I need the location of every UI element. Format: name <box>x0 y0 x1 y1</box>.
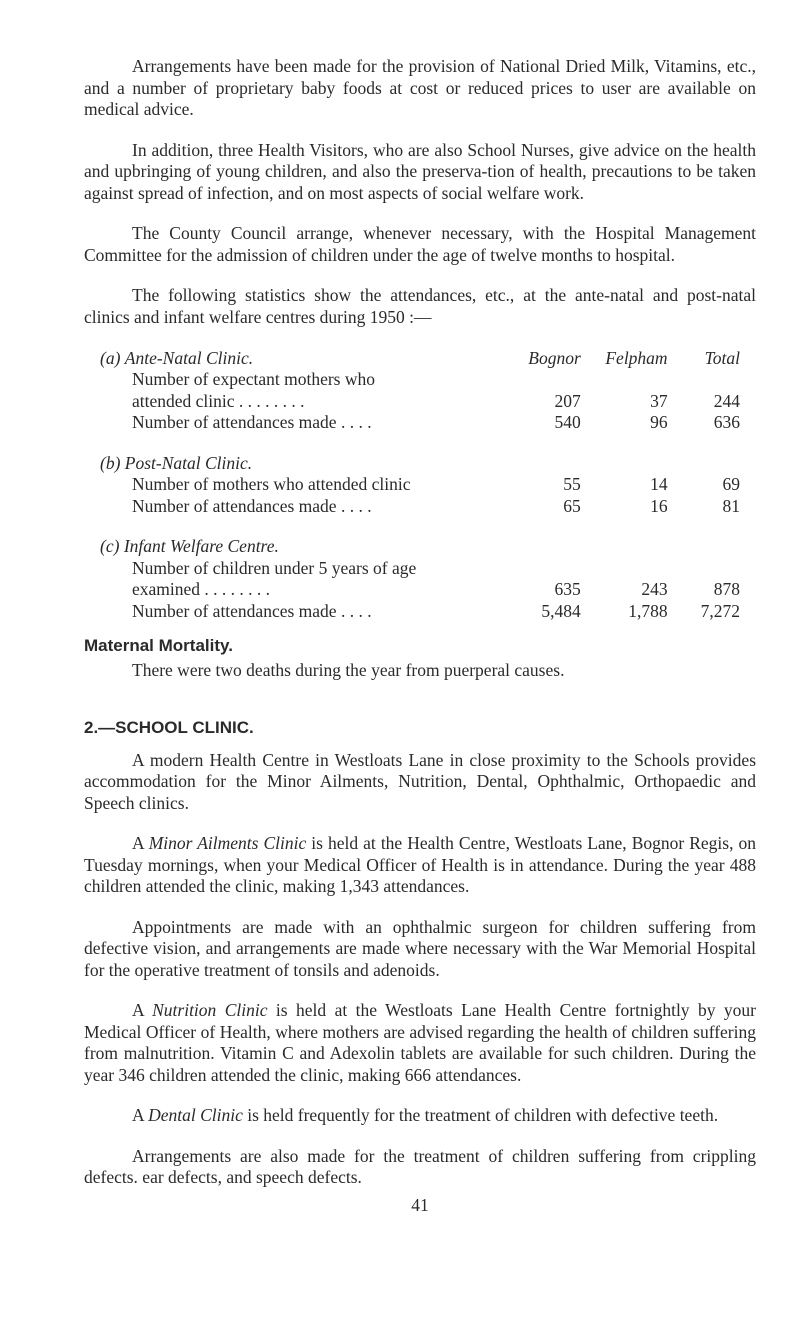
section-header-row <box>100 453 740 475</box>
row-label: Number of attendances made . . . . <box>132 495 372 516</box>
cell-bognor: 65 <box>563 495 581 516</box>
cell-felpham: 14 <box>650 474 668 494</box>
cell-bognor: 540 <box>554 412 581 432</box>
intro-paragraph-3: The County Council arrange, whenever necessary, with the Hospital Management Committee for the admission of children under the age of twelve months to hospital. <box>84 223 756 265</box>
cell-felpham: 96 <box>650 412 668 432</box>
intro-paragraph-2: In addition, three Health Visitors, who are also School Nurses, give advice on the health and upbringing of young children, and also the preserva-tion of health, precautions to be taken against spread of infection, and on most aspects of social welfare work. <box>84 139 756 203</box>
table-row <box>100 558 740 580</box>
section-header-row <box>100 536 740 558</box>
document-page <box>84 56 756 1216</box>
nutrition-clinic-term: Nutrition Clinic <box>152 1000 268 1020</box>
clinic-statistics-table <box>100 347 740 622</box>
table-header-row <box>100 347 740 369</box>
cell-felpham: 16 <box>650 495 668 516</box>
school-paragraph-1: A modern Health Centre in Westloats Lane in close proximity to the Schools provides accommodation for the Minor Ailments, Nutrition, Dental, Ophthalmic, Orthopaedic and Speech clinics. <box>84 749 756 813</box>
section-letter-c: (c) <box>100 536 120 556</box>
cell-felpham: 243 <box>641 579 668 599</box>
cell-bognor: 55 <box>563 474 581 494</box>
intro-paragraph-4: The following statistics show the attendances, etc., at the ante-natal and post-natal clinics and infant welfare centres during 1950 :— <box>84 285 756 327</box>
table-row <box>100 474 740 496</box>
section-title-post-natal: Post-Natal Clinic. <box>124 452 253 473</box>
cell-bognor: 635 <box>554 579 581 599</box>
school-paragraph-4: A Nutrition Clinic is held at the Westloats Lane Health Centre fortnightly by your Medical Officer of Health, where mothers are advised regarding the health of children suffering from malnutrition. Vitamin C and Adexolin tablets are available for such children. During the year 346 children attended the clinic, making 666 attendances. <box>84 1000 756 1085</box>
cell-bognor: 5,484 <box>541 600 581 621</box>
column-header-felpham: Felpham <box>605 347 668 368</box>
page-number: 41 <box>411 1194 429 1215</box>
row-label: Number of children under 5 years of age <box>132 557 417 578</box>
table-row <box>100 412 740 434</box>
cell-total: 636 <box>713 412 740 432</box>
column-header-total: Total <box>704 347 740 368</box>
school-clinic-heading: 2.—SCHOOL CLINIC. <box>84 717 254 737</box>
maternal-mortality-heading: Maternal Mortality. <box>84 636 233 655</box>
section-letter-a: (a) <box>100 347 121 368</box>
section-letter-b: (b) <box>100 452 121 473</box>
cell-total: 7,272 <box>700 600 740 621</box>
intro-paragraph-1: Arrangements have been made for the provision of National Dried Milk, Vitamins, etc., and a number of proprietary baby foods at cost or reduced prices to user are available on medical advice. <box>84 56 756 119</box>
row-label: Number of attendances made . . . . <box>132 412 372 432</box>
cell-total: 244 <box>713 390 740 411</box>
row-label: Number of expectant mothers who <box>132 369 375 389</box>
table-row <box>100 601 740 623</box>
table-row <box>100 579 740 601</box>
row-label: examined . . . . . . . . <box>132 579 271 599</box>
cell-total: 69 <box>722 474 740 494</box>
cell-felpham: 1,788 <box>628 600 668 621</box>
row-label: Number of attendances made . . . . <box>132 600 372 621</box>
school-paragraph-6: Arrangements are also made for the treatment of children suffering from crippling defects. ear defects, and speech defects. <box>84 1145 756 1187</box>
school-paragraph-2: A Minor Ailments Clinic is held at the Health Centre, Westloats Lane, Bognor Regis, on Tuesday mornings, when your Medical Officer of Health is in attendance. During the year 488 children attended the clinic, making 1,343 attendances. <box>84 833 756 896</box>
maternal-mortality-text: There were two deaths during the year from puerperal causes. <box>132 660 565 680</box>
table-row <box>100 369 740 391</box>
school-paragraph-5: A Dental Clinic is held frequently for the treatment of children with defective teeth. <box>132 1105 719 1125</box>
section-title-infant-welfare: Infant Welfare Centre. <box>123 536 279 556</box>
dental-clinic-term: Dental Clinic <box>148 1105 243 1125</box>
cell-felpham: 37 <box>650 390 668 411</box>
cell-bognor: 207 <box>554 390 581 411</box>
column-header-bognor: Bognor <box>528 347 581 368</box>
minor-ailments-clinic-term: Minor Ailments Clinic <box>148 833 307 853</box>
cell-total: 878 <box>713 579 740 599</box>
row-label: attended clinic . . . . . . . . <box>132 390 305 411</box>
table-row <box>100 496 740 518</box>
cell-total: 81 <box>722 495 740 516</box>
school-paragraph-3: Appointments are made with an ophthalmic surgeon for children suffering from defective vision, and arrangements are made where necessary with the War Memorial Hospital for the operative treatment of tonsils and adenoids. <box>84 916 756 980</box>
row-label: Number of mothers who attended clinic <box>132 474 411 494</box>
table-row <box>100 391 740 413</box>
section-title-ante-natal: Ante-Natal Clinic. <box>124 347 254 368</box>
